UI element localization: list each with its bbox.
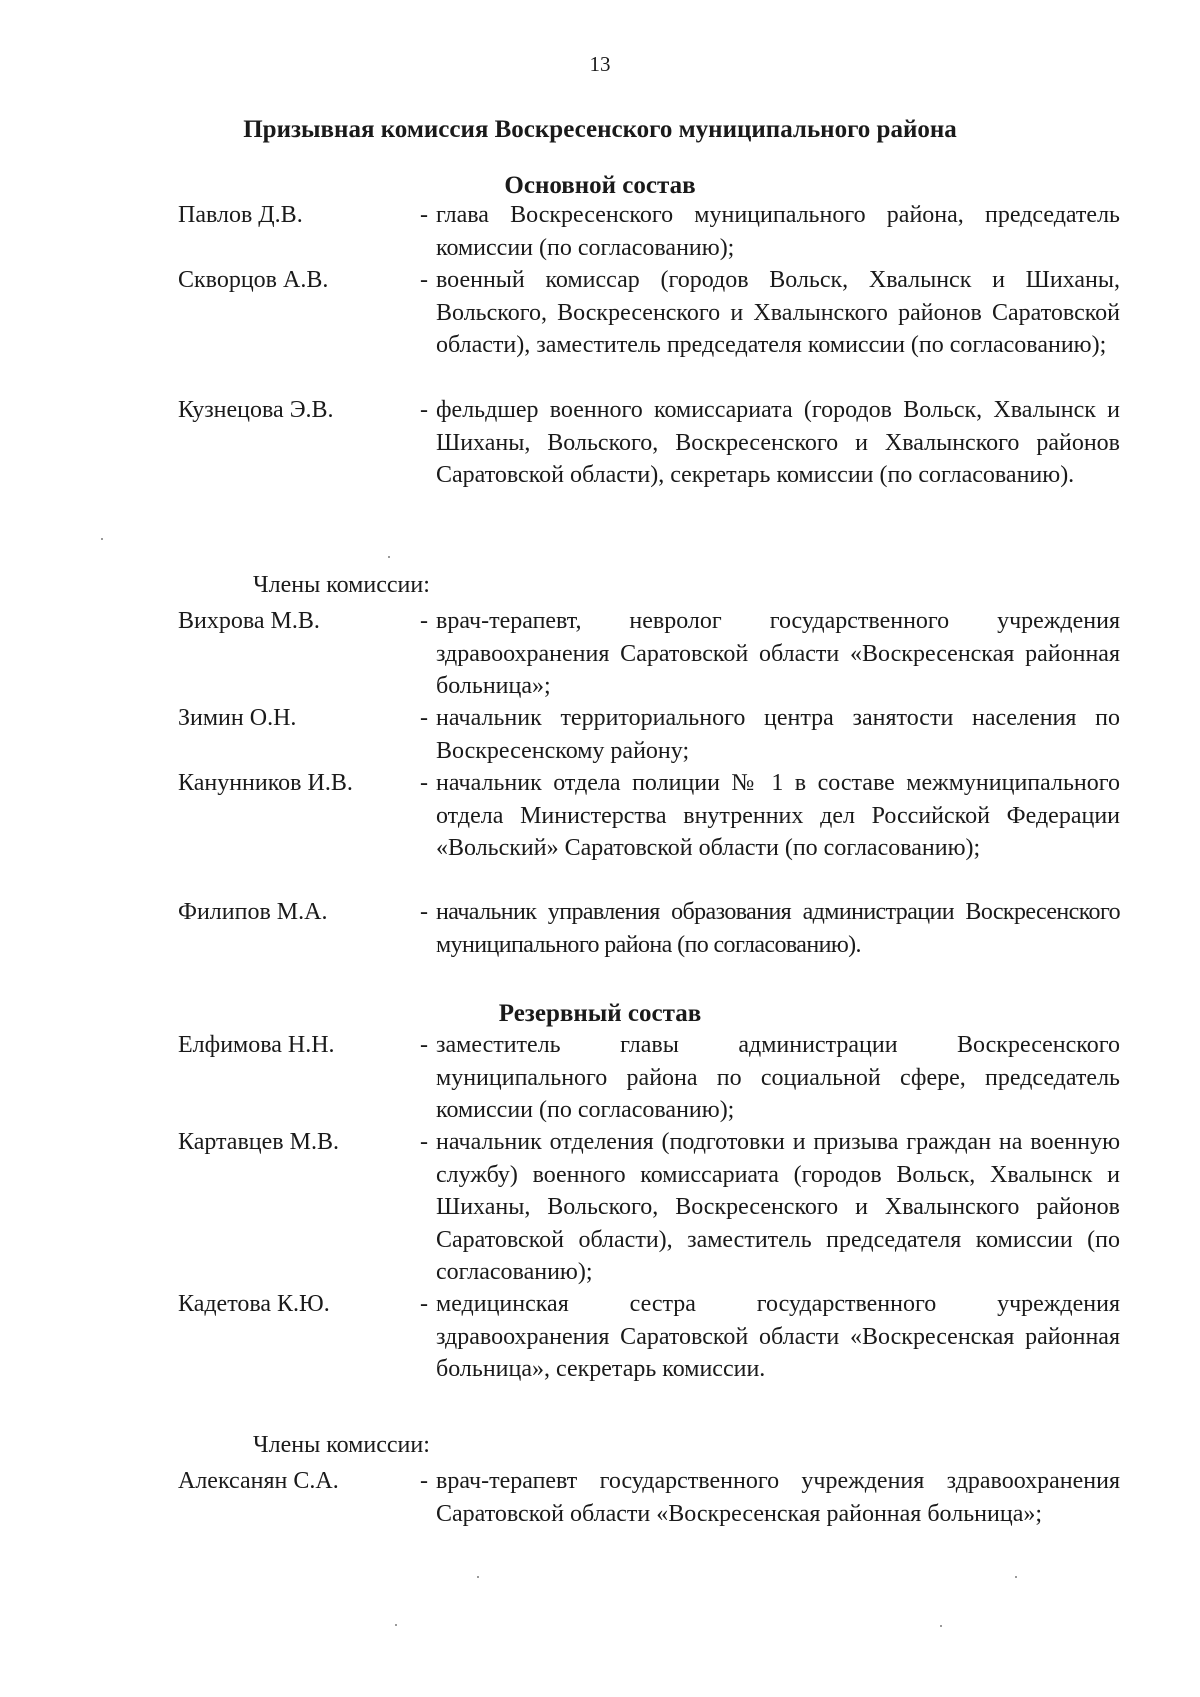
scan-speck [395,1624,397,1626]
entry-dash: - [420,705,428,731]
entry-dash: - [420,202,428,228]
entry-dash: - [420,267,428,293]
main-composition-heading: Основной состав [504,172,696,199]
entry-name: Кадетова К.Ю. [178,1291,330,1317]
entry-description: начальник территориального центра занятости населения по Воскресенскому району; [436,705,1120,764]
entry-description: начальник отделения (подготовки и призыва граждан на военную службу) военного комиссариата (городов Вольск, Хвалынск и Шиханы, Вольского, Воскресенского и Хвалынского районов Саратовской области), заместитель председателя комиссии (по согласованию); [436,1129,1120,1285]
entry-name: Вихрова М.В. [178,608,320,634]
entry-dash: - [420,1291,428,1317]
entry-description: начальник управления образования администрации Воскресенского муниципального района (по согласованию). [436,899,1120,958]
entry-name: Кузнецова Э.В. [178,397,334,423]
entry-description: заместитель главы администрации Воскресенского муниципального района по социальной сфере, председатель комиссии (по согласованию); [436,1032,1120,1123]
entry-dash: - [420,770,428,796]
entry-dash: - [420,608,428,634]
page-number: 13 [589,52,611,76]
entry-description: врач-терапевт государственного учреждения здравоохранения Саратовской области «Воскресенская районная больница»; [436,1468,1120,1527]
reserve-members-heading: Члены комиссии: [253,1432,430,1458]
entry-name: Скворцов А.В. [178,267,329,293]
reserve-composition-heading: Резервный состав [498,1000,702,1027]
entry-name: Зимин О.Н. [178,705,297,731]
entry-name: Павлов Д.В. [178,202,303,228]
entry-dash: - [420,1468,428,1494]
entry-description: глава Воскресенского муниципального района, председатель комиссии (по согласованию); [436,202,1120,261]
scan-speck [101,538,103,540]
entry-description: врач-терапевт, невролог государственного учреждения здравоохранения Саратовской области «Воскресенская районная больница»; [436,608,1120,699]
entry-description: начальник отдела полиции № 1 в составе межмуниципального отдела Министерства внутренних дел Российской Федерации «Вольский» Саратовской области (по согласованию); [436,770,1120,861]
entry-dash: - [420,397,428,423]
scan-speck [388,556,390,558]
entry-description: фельдшер военного комиссариата (городов Вольск, Хвалынск и Шиханы, Вольского, Воскресенского и Хвалынского районов Саратовской области), секретарь комиссии (по согласованию). [436,397,1120,488]
main-members-heading: Члены комиссии: [253,572,430,598]
entry-name: Филипов М.А. [178,899,328,925]
entry-name: Алексанян С.А. [178,1468,339,1494]
entry-name: Канунников И.В. [178,770,353,796]
scan-speck [940,1625,942,1627]
entry-description: медицинская сестра государственного учреждения здравоохранения Саратовской области «Воскресенская районная больница», секретарь комиссии. [436,1291,1120,1382]
scan-speck [1015,1576,1017,1578]
entry-dash: - [420,899,428,925]
entry-dash: - [420,1032,428,1058]
document-title: Призывная комиссия Воскресенского муниципального района [243,116,957,143]
entry-name: Елфимова Н.Н. [178,1032,335,1058]
entry-name: Картавцев М.В. [178,1129,339,1155]
entry-dash: - [420,1129,428,1155]
scan-speck [477,1576,479,1578]
entry-description: военный комиссар (городов Вольск, Хвалынск и Шиханы, Вольского, Воскресенского и Хвалынского районов Саратовской области), заместитель председателя комиссии (по согласованию); [436,267,1120,358]
